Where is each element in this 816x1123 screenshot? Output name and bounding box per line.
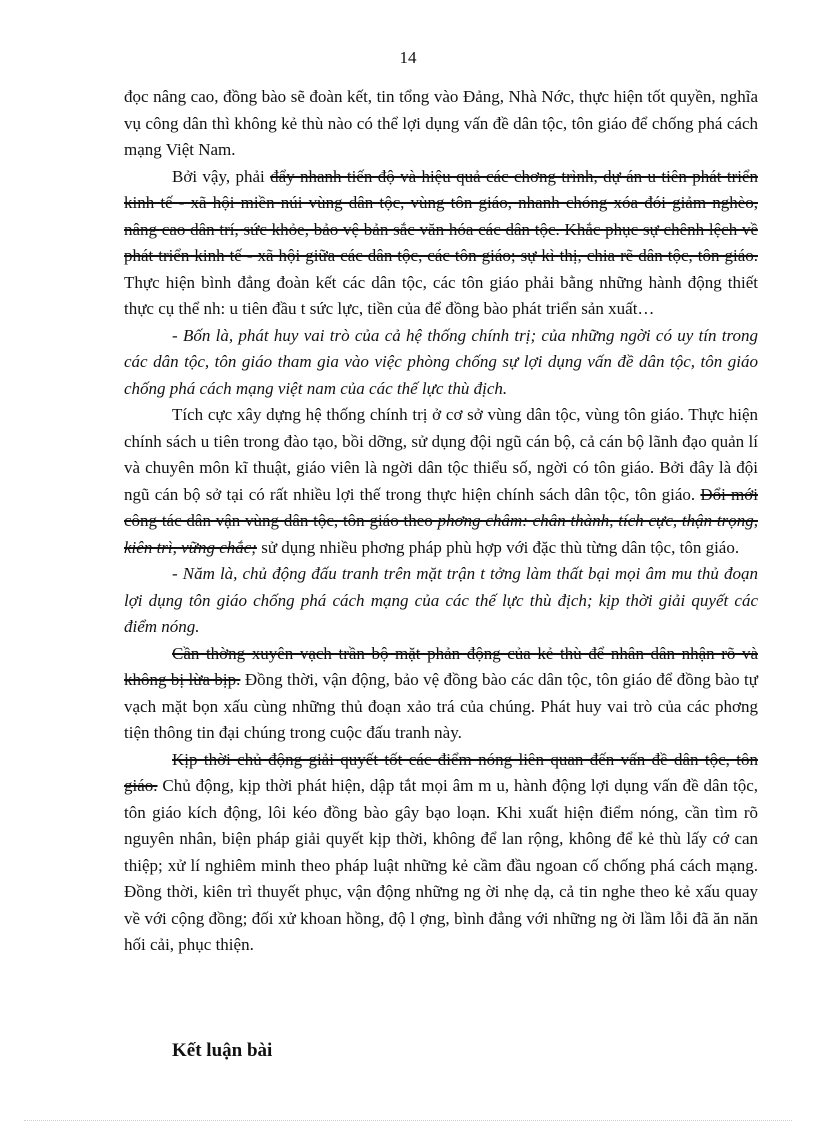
struck-text-segment: Đổi mới công tác dân vận vùng dân tộc, tôn giáo theo [124,484,758,530]
paragraph [124,323,758,403]
text-segment: Bởi vậy, phải [172,166,271,186]
paragraph [124,561,758,641]
text-segment: Đồng thời, vận động, bảo vệ đồng bào các dân tộc, tôn giáo để đồng bào tự vạch mặt bọn xấu cùng những thủ đoạn xảo trá của chúng. Phát huy vai trò của các phơng tiện thông tin đại chúng trong cuộc đấu tranh này. [124,670,758,742]
text-segment: Thực hiện bình đẳng đoàn kết các dân tộc, các tôn giáo phải bằng những hành động thiết thực cụ thể nh: u tiên đầu t sức lực, tiền của để đồng bào phát triển sản xuất… [124,272,758,318]
section-heading: Kết luận bài [172,1040,273,1061]
text-segment: sử dụng nhiều phơng pháp phù hợp với đặc thù từng dân tộc, tôn giáo. [256,537,740,557]
paragraph [124,164,758,323]
document-body [124,84,758,959]
page-bottom-divider [24,1120,792,1121]
italic-text-segment: - Bốn là, phát huy vai trò của cả hệ thống chính trị; của những ngời có uy tín trong các dân tộc, tôn giáo tham gia vào việc phòng chống sự lợi dụng vấn đề dân tộc, tôn giáo chống phá cách mạng việt nam của các thế lực thù địch. [124,325,758,398]
struck-text-segment: Cần thờng xuyên vạch trần bộ mặt phản động của kẻ thù để nhân dân nhận rõ và không bị lừa bịp. [124,643,758,689]
struck-text-segment: đẩy nhanh tiến độ và hiệu quả các chơng trình, dự án u tiên phát triển kinh tế - xã hội miền núi vùng dân tộc, vùng tôn giáo, nhanh chóng xóa đói giảm nghèo, nâng cao dân trí, sức khỏe, bảo vệ bản sắc văn hóa các dân tộc. Khắc phục sự chênh lệch về phát triển kinh tế - xã hội giữa các dân tộc, các tôn giáo; sự kì thị, chia rẽ dân tộc, tôn giáo. [124,166,758,265]
text-segment: Tích cực xây dựng hệ thống chính trị ở cơ sở vùng dân tộc, vùng tôn giáo. Thực hiện chính sách u tiên trong đào tạo, bồi dỡng, sử dụng đội ngũ cán bộ, cả cán bộ lãnh đạo quản lí và chuyên môn kĩ thuật, giáo viên là ngời dân tộc thiểu số, ngời có tôn giáo. Bởi đây là đội ngũ cán bộ sở tại có rất nhiều lợi thế trong thực hiện chính sách dân tộc, tôn giáo. [124,405,758,504]
text-segment: Chủ động, kịp thời phát hiện, dập tắt mọi âm m u, hành động lợi dụng vấn đề dân tộc, tôn giáo kích động, lôi kéo đồng bào gây bạo loạn. Khi xuất hiện điểm nóng, cần tìm rõ nguyên nhân, biện pháp giải quyết kịp thời, không để lan rộng, không để kẻ thù lấy cớ can thiệp; xử lí nghiêm minh theo pháp luật những kẻ cầm đầu ngoan cố chống phá cách mạng. Đồng thời, kiên trì thuyết phục, vận động những ng ời nhẹ dạ, cả tin nghe theo kẻ xấu quay về với cộng đồng; đối xử khoan hồng, độ l ợng, bình đẳng với những ng ời lầm lỗi đã ăn năn hối cải, phục thiện. [124,776,758,954]
paragraph [124,641,758,747]
paragraph [124,402,758,561]
text-segment: đọc nâng cao, đồng bào sẽ đoàn kết, tin tổng vào Đảng, Nhà Nớc, thực hiện tốt quyền, nghĩa vụ công dân thì không kẻ thù nào có thể lợi dụng vấn đề dân tộc, tôn giáo để chống phá cách mạng Việt Nam. [124,87,758,159]
struck-text-segment: phơng châm: chân thành, tích cực, thận trọng, kiên trì, vững chắc; [124,511,758,557]
struck-text-segment: Kịp thời chủ động giải quyết tốt các điểm nóng liên quan đến vấn đề dân tộc, tôn giáo. [124,749,758,795]
paragraph [124,747,758,959]
paragraph [124,84,758,164]
page-number: 14 [399,48,417,67]
italic-text-segment: - Năm là, chủ động đấu tranh trên mặt trận t tởng làm thất bại mọi âm mu thủ đoạn lợi dụng tôn giáo chống phá cách mạng của các thế lực thù địch; kịp thời giải quyết các điểm nóng. [124,564,758,636]
